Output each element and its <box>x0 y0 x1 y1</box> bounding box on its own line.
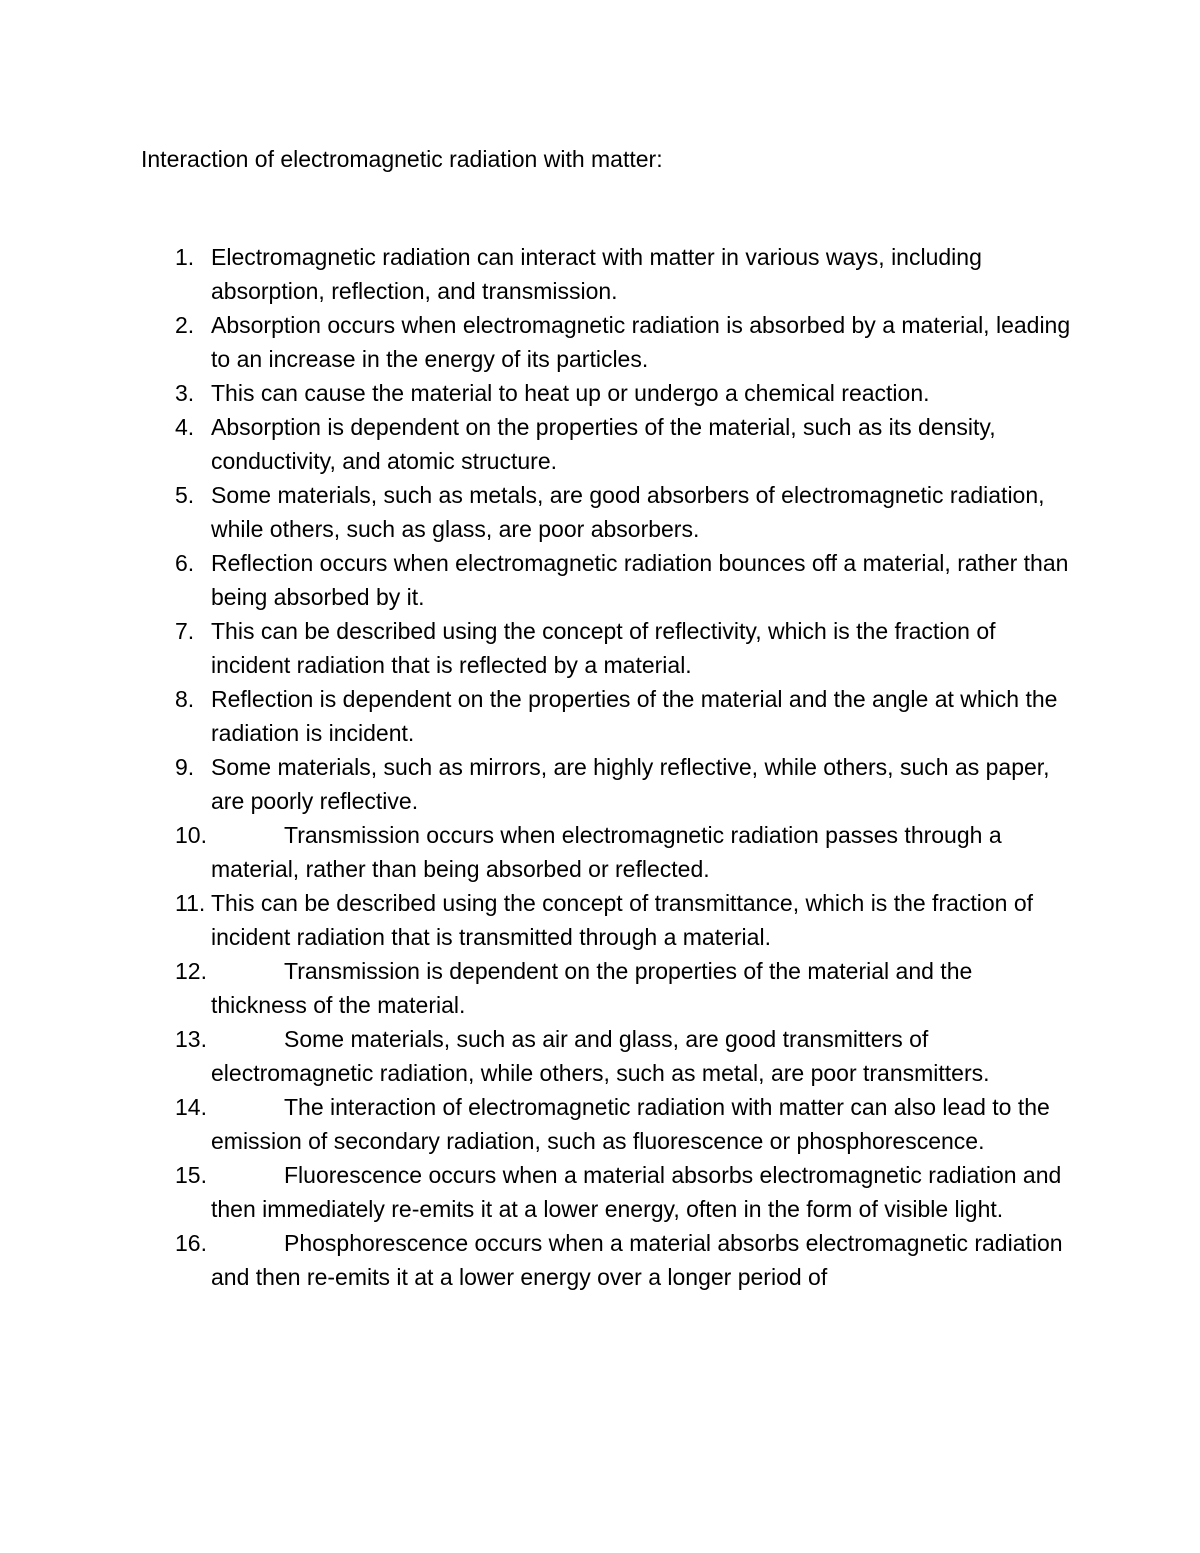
list-item-number: 10. <box>175 822 207 848</box>
list-item <box>0 1226 1200 1294</box>
list-item <box>0 410 1200 478</box>
list-item-number: 14. <box>175 1094 207 1120</box>
list-item-text: This can be described using the concept of transmittance, which is the fraction of incident radiation that is transmitted through a material. <box>211 890 1034 950</box>
list-item <box>0 1090 1200 1158</box>
list-item <box>0 886 1200 954</box>
list-item <box>0 1022 1200 1090</box>
list-item-number: 11. <box>175 890 206 916</box>
list-item <box>0 376 1200 410</box>
list-item <box>0 750 1200 818</box>
list-item-number: 15. <box>175 1162 207 1188</box>
list-item-text: Transmission is dependent on the properties of the material and the thickness of the material. <box>211 958 973 1018</box>
list-item-number: 4. <box>175 414 195 440</box>
list-item <box>0 240 1200 308</box>
list-item-number: 13. <box>175 1026 207 1052</box>
numbered-list <box>0 240 1200 1294</box>
list-item <box>0 1158 1200 1226</box>
list-item-text: Some materials, such as metals, are good absorbers of electromagnetic radiation, while others, such as glass, are poor absorbers. <box>211 482 1045 542</box>
list-item-number: 16. <box>175 1230 207 1256</box>
list-item-text: Absorption occurs when electromagnetic radiation is absorbed by a material, leading to an increase in the energy of its particles. <box>211 312 1071 372</box>
list-item <box>0 478 1200 546</box>
list-item-number: 12. <box>175 958 207 984</box>
list-item-text: Electromagnetic radiation can interact with matter in various ways, including absorption, reflection, and transmission. <box>211 244 982 304</box>
list-item-text: This can cause the material to heat up or undergo a chemical reaction. <box>211 380 930 406</box>
list-item <box>0 954 1200 1022</box>
document-title: Interaction of electromagnetic radiation with matter: <box>141 146 663 172</box>
list-item <box>0 546 1200 614</box>
list-item-text: Reflection is dependent on the properties of the material and the angle at which the radiation is incident. <box>211 686 1058 746</box>
list-item <box>0 614 1200 682</box>
list-item-number: 3. <box>175 380 195 406</box>
list-item <box>0 818 1200 886</box>
list-item-number: 8. <box>175 686 195 712</box>
list-item-text: This can be described using the concept of reflectivity, which is the fraction of incident radiation that is reflected by a material. <box>211 618 996 678</box>
list-item-number: 6. <box>175 550 195 576</box>
list-item-number: 9. <box>175 754 195 780</box>
list-item-text: The interaction of electromagnetic radiation with matter can also lead to the emission of secondary radiation, such as fluorescence or phosphorescence. <box>211 1094 1050 1154</box>
list-item-text: Reflection occurs when electromagnetic radiation bounces off a material, rather than being absorbed by it. <box>211 550 1069 610</box>
list-item-number: 7. <box>175 618 195 644</box>
list-item-text: Phosphorescence occurs when a material absorbs electromagnetic radiation and then re-emits it at a lower energy over a longer period of <box>211 1230 1063 1290</box>
list-item-text: Fluorescence occurs when a material absorbs electromagnetic radiation and then immediately re-emits it at a lower energy, often in the form of visible light. <box>211 1162 1062 1222</box>
list-item-number: 2. <box>175 312 195 338</box>
list-item-text: Some materials, such as air and glass, are good transmitters of electromagnetic radiation, while others, such as metal, are poor transmitters. <box>211 1026 990 1086</box>
list-item-number: 5. <box>175 482 195 508</box>
list-item <box>0 682 1200 750</box>
list-item-text: Some materials, such as mirrors, are highly reflective, while others, such as paper, are poorly reflective. <box>211 754 1050 814</box>
list-item-text: Transmission occurs when electromagnetic radiation passes through a material, rather than being absorbed or reflected. <box>211 822 1002 882</box>
list-item-number: 1. <box>175 244 195 270</box>
list-item <box>0 308 1200 376</box>
list-item-text: Absorption is dependent on the properties of the material, such as its density, conductivity, and atomic structure. <box>211 414 996 474</box>
